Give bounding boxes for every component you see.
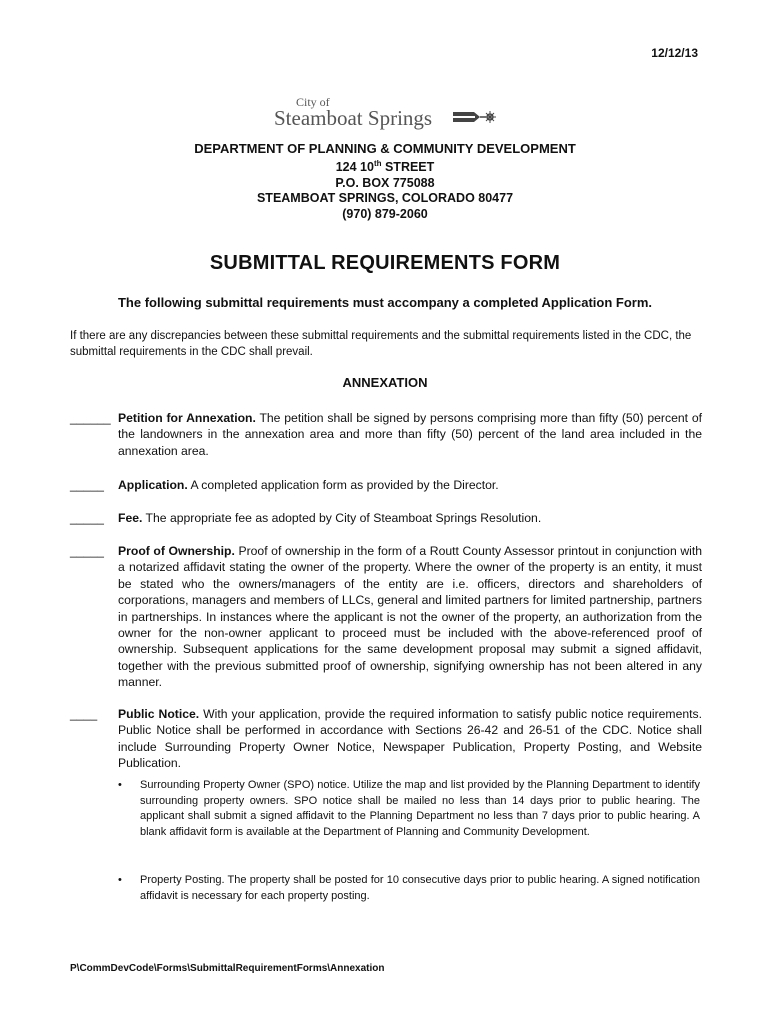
checklist-blank: _____ [70,478,104,492]
street-address: 124 10th STREET [335,159,435,175]
requirement-label: Fee. [118,511,143,525]
checklist-blank: ______ [70,411,111,425]
bullet-property-posting [118,873,700,904]
department-address [0,141,770,222]
discrepancy-note: If there are any discrepancies between these submittal requirements and the submittal requirements listed in the CDC, the submittal requirements in the CDC shall prevail. [70,330,692,358]
bullet-text: Surrounding Property Owner (SPO) notice. Utilize the map and list provided by the Planning Department to identify surrounding property owners. SPO notice shall be mailed no less than 14 days prior to public hearing. The applicant shall submit a signed affidavit to the Planning Department no less than 7 days prior to public hearing. A blank affidavit form is available at the Department of Planning and Community Development. [140,779,700,838]
form-date: 12/12/13 [651,46,698,60]
requirement-text: The petition shall be signed by persons comprising more than fifty (50) percent of the landowners in the annexation area and more than fifty (50) percent of the land area included in the annexation area. [118,411,702,458]
requirement-text: A completed application form as provided by the Director. [187,478,499,492]
city-state-zip: STEAMBOAT SPRINGS, COLORADO 80477 [256,191,514,206]
requirement-label: Proof of Ownership. [118,544,235,558]
requirement-label: Public Notice. [118,707,200,721]
requirement-text: Proof of ownership in the form of a Routt County Assessor printout in conjunction with a notarized affidavit stating the owner of the property. Where the owner of the property is an entity, it must be stated who the owners/managers of the entity are i.e. officers, directors and shareholders of corporations, managers and members of LLCs, general and limited partners for limited partnership, partners in partnerships. In instances where the applicant is not the owner of the property, an authorization from the owner for the non-owner applicant to proceed must be included with the above-referenced proof of ownership. Subsequent applications for the same development proposal may submit a signed affidavit, together with the previous submitted proof of ownership, signifying ownership has not been altered in any manner. [118,544,702,690]
requirement-public-notice [70,706,702,772]
bullet-dot: • [118,779,122,791]
requirement-text: The appropriate fee as adopted by City of Steamboat Springs Resolution. [142,511,542,525]
logo-city-of: City of [296,95,330,109]
requirement-proof-of-ownership [70,543,702,691]
checklist-blank: _____ [70,511,104,525]
logo-city-name: Steamboat Springs [274,106,433,130]
po-box: P.O. BOX 775088 [335,175,435,190]
requirement-petition [70,410,702,459]
requirement-application [70,477,702,493]
requirement-label: Petition for Annexation. [118,411,256,425]
requirement-fee [70,510,702,526]
checklist-blank: _____ [70,544,104,558]
public-notice-bullets-2 [118,873,700,904]
footer-file-path: P\CommDevCode\Forms\SubmittalRequirementForms\Annexation [70,963,385,974]
requirement-label: Application. [118,478,188,492]
section-heading: ANNEXATION [342,375,428,390]
bullet-dot: • [118,874,122,886]
checklist-blank: ____ [70,707,98,721]
form-title: SUBMITTAL REQUIREMENTS FORM [209,252,561,274]
phone-number: (970) 879-2060 [342,206,428,221]
requirement-text: With your application, provide the required information to satisfy public notice requirements. Public Notice shall be performed in accordance with Sections 26-42 and 26-51 of the CDC. Notice shall include Surrounding Property Owner Notice, Newspaper Publication, Property Posting, and Website Publication. [118,707,702,771]
public-notice-bullets [118,778,700,840]
bullet-spo-notice [118,778,700,840]
city-logo [274,95,504,135]
steamboat-icon [452,109,498,125]
department-name: DEPARTMENT OF PLANNING & COMMUNITY DEVELOPMENT [194,141,576,156]
bullet-text: Property Posting. The property shall be posted for 10 consecutive days prior to public hearing. A signed notification affidavit is necessary for each property posting. [140,874,700,902]
form-intro: The following submittal requirements must accompany a completed Application Form. [117,295,653,310]
